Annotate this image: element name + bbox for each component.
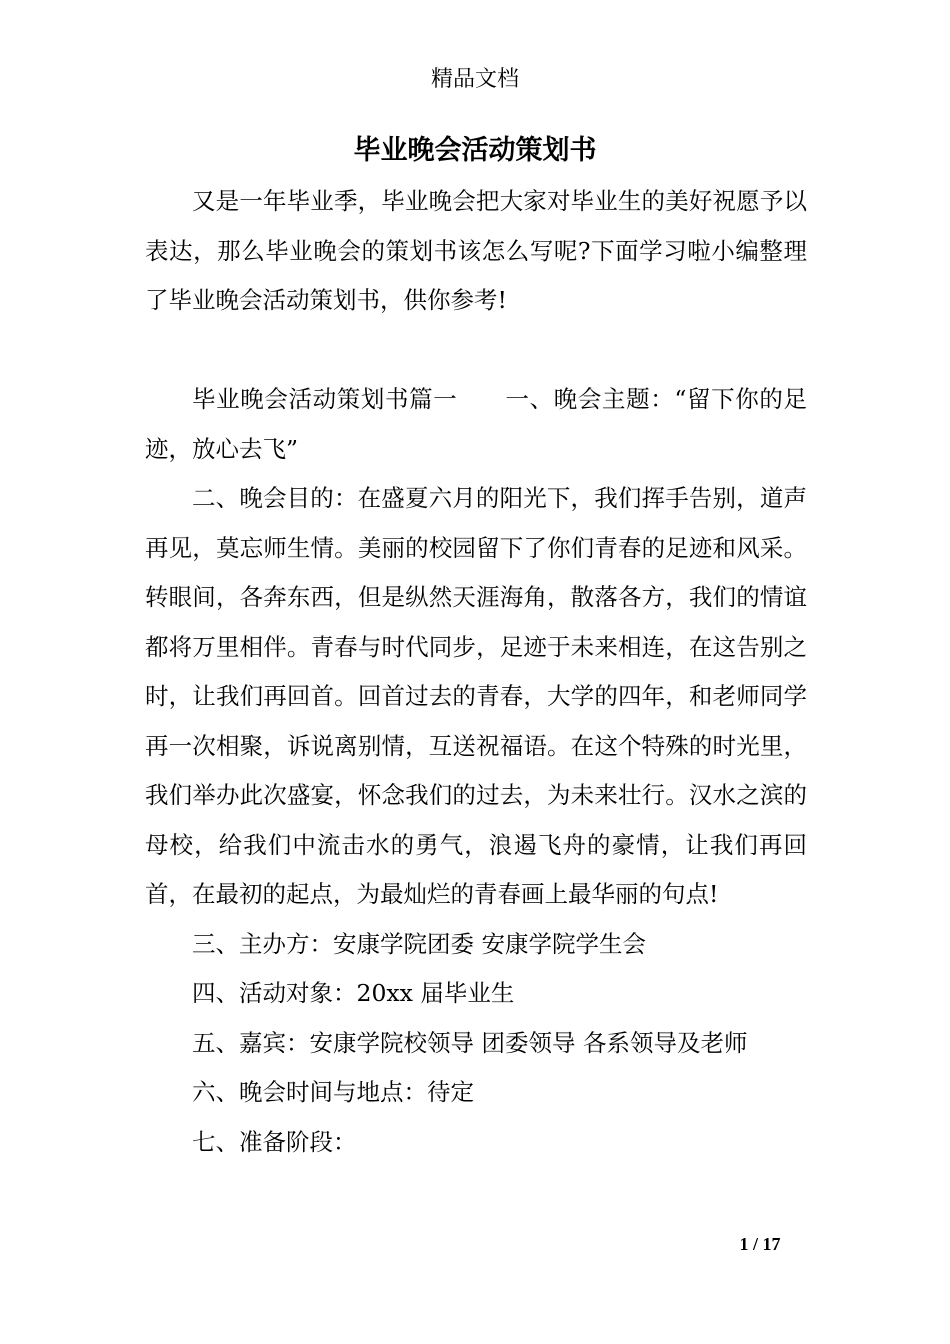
section-time-place-paragraph: 六、晚会时间与地点：待定 xyxy=(192,1078,474,1106)
section-theme-paragraph: 毕业晚会活动策划书篇一 一、晚会主题：“留下你的足迹，放心去飞” xyxy=(145,385,807,463)
blank-line xyxy=(145,326,807,376)
section-guests-paragraph: 五、嘉宾：安康学院校领导 团委领导 各系领导及老师 xyxy=(192,1028,748,1057)
intro-paragraph: 又是一年毕业季，毕业晚会把大家对毕业生的美好祝愿予以表达，那么毕业晚会的策划书该怎么写呢?下面学习啦小编整理了毕业晚会活动策划书，供你参考! xyxy=(145,187,807,314)
document-body xyxy=(145,177,807,1167)
section-organizer-paragraph: 三、主办方：安康学院团委 安康学院学生会 xyxy=(192,929,646,958)
section-audience-paragraph: 四、活动对象：20xx 届毕业生 xyxy=(192,979,515,1007)
section-purpose-paragraph: 二、晚会目的：在盛夏六月的阳光下，我们挥手告别，道声再见，莫忘师生情。美丽的校园留下了你们青春的足迹和风采。转眼间，各奔东西，但是纵然天涯海角，散落各方，我们的情谊都将万里相伴。青春与时代同步，足迹于未来相连，在这告别之时，让我们再回首。回首过去的青春，大学的四年，和老师同学再一次相聚，诉说离别情，互送祝福语。在这个特殊的时光里，我们举办此次盛宴，怀念我们的过去，为未来壮行。汉水之滨的母校，给我们中流击水的勇气，浪遏飞舟的豪情，让我们再回首，在最初的起点，为最灿烂的青春画上最华丽的句点! xyxy=(145,484,807,908)
document-title: 毕业晚会活动策划书 xyxy=(353,135,597,166)
page-header: 精品文档 xyxy=(430,67,519,92)
section-preparation-paragraph: 七、准备阶段： xyxy=(192,1127,357,1156)
page-number: 1 / 17 xyxy=(739,1234,781,1254)
